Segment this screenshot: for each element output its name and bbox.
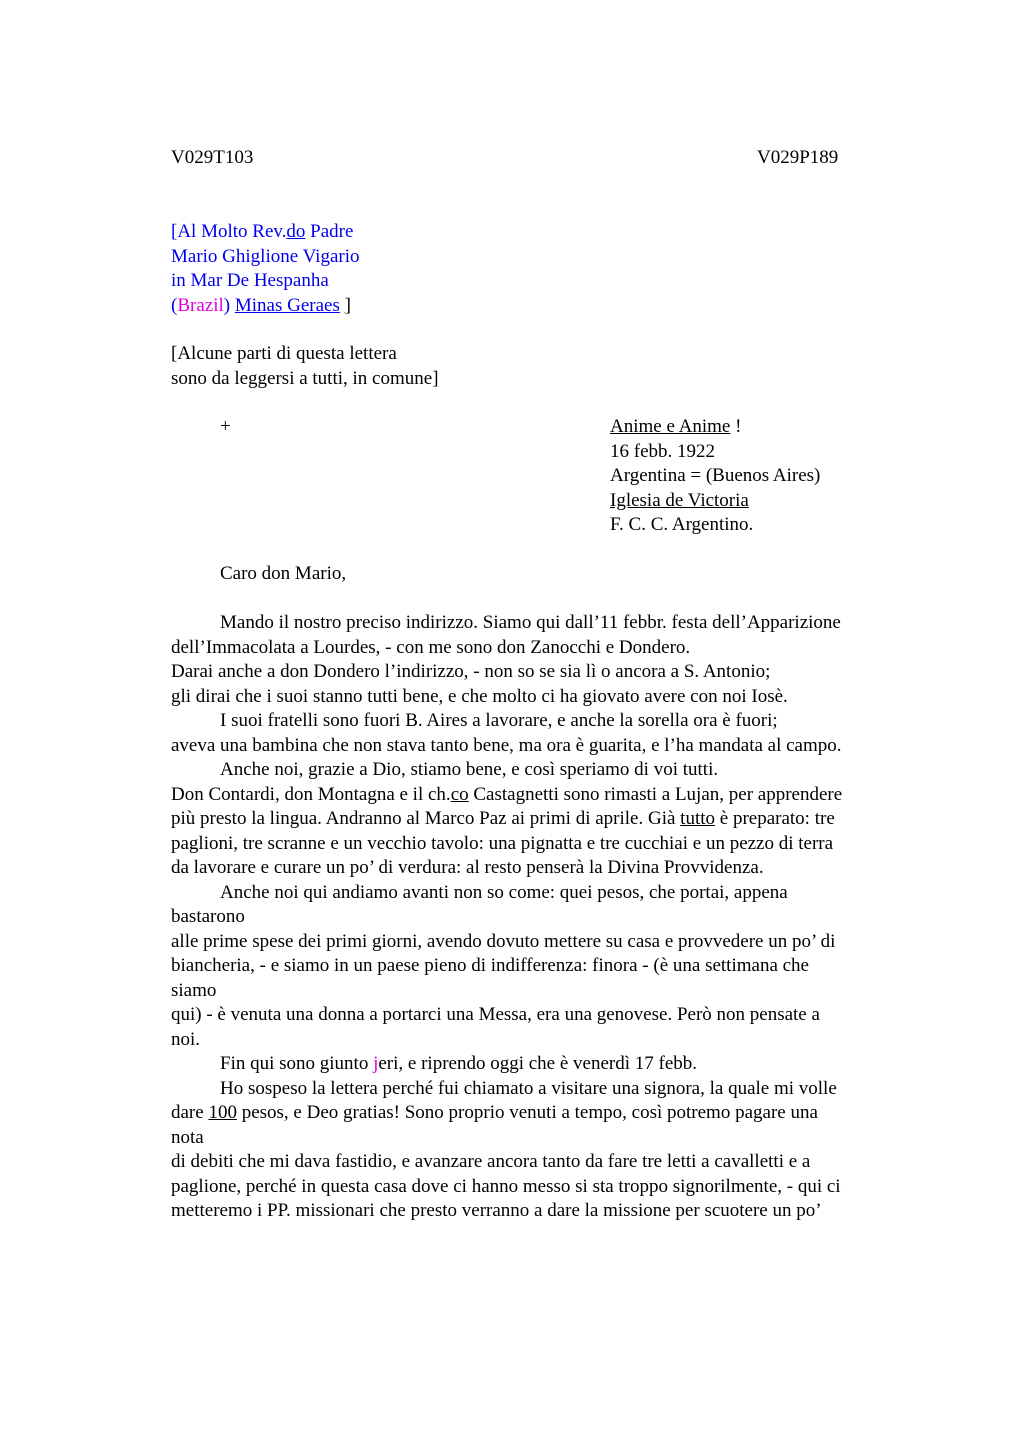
body-text-segment: è preparato: tre [715, 808, 835, 829]
document-code-right: V029P189 [757, 147, 839, 168]
body-line [171, 783, 911, 808]
body-text-segment: pesos, e Deo gratias! Sono proprio venuti a tempo, così potremo pagare una [236, 1102, 818, 1123]
body-line: siamo [171, 979, 217, 1001]
body-line: aveva una bambina che non stava tanto bene, ma ora è guarita, e l’ha mandata al campo. [171, 734, 842, 756]
body-line: Darai anche a don Dondero l’indirizzo, - non so se sia lì o ancora a S. Antonio; [171, 661, 771, 682]
body-highlighted-letter: j [373, 1053, 379, 1074]
body-line: biancheria, - e siamo in un paese pieno di indifferenza: finora - (è una settimana che [171, 955, 809, 976]
body-line: di debiti che mi dava fastidio, e avanzare ancora tanto da fare tre letti a cavalletti e a [171, 1151, 811, 1172]
body-underlined-amount: 100 [208, 1102, 237, 1123]
body-line: paglioni, tre scranne e un vecchio tavolo: una pignatta e tre cucchiai e un pezzo di terra [171, 832, 834, 854]
address-line-1 [171, 220, 359, 245]
dateline-motto-text: Anime e Anime [610, 416, 731, 437]
cross-symbol: + [220, 416, 231, 437]
body-line: da lavorare e curare un po’ di verdura: al resto penserà la Divina Provvidenza. [171, 857, 764, 878]
body-line: bastarono [171, 906, 245, 927]
body-line: dell’Immacolata a Lourdes, - con me sono don Zanocchi e Dondero. [171, 636, 691, 658]
address-line-1-start: [Al Molto Rev. [171, 221, 287, 242]
address-line-4-open-paren: ( [171, 294, 178, 316]
dateline-place: Argentina = (Buenos Aires) [610, 465, 821, 486]
note-line-2: sono da leggersi a tutti, in comune] [171, 367, 439, 389]
address-line-2: Mario Ghiglione Vigario [171, 245, 360, 267]
body-text-segment: Castagnetti sono rimasti a Lujan, per apprendere [468, 783, 843, 805]
body-line: I suoi fratelli sono fuori B. Aires a lavorare, e anche la sorella ora è fuori; [220, 710, 778, 731]
dateline-date: 16 febb. 1922 [610, 440, 716, 462]
dateline [610, 415, 820, 538]
body-line: metteremo i PP. missionari che presto verranno a dare la missione per scuotere un po’ [171, 1200, 822, 1221]
editorial-note [171, 342, 439, 391]
salutation: Caro don Mario, [220, 563, 347, 584]
address-line-1-superscript: do [286, 221, 306, 242]
address-country: Brazil [177, 294, 224, 316]
dateline-motto-mark: ! [730, 416, 742, 437]
body-line [171, 1101, 911, 1126]
body-line: Ho sospeso la lettera perché fui chiamato a visitare una signora, la quale mi volle [220, 1077, 837, 1099]
body-text-segment: più presto la lingua. Andranno al Marco Paz ai primi di aprile. Già [171, 808, 681, 829]
address-state: Minas Geraes [234, 294, 340, 316]
address-line-3: in Mar De Hespanha [171, 270, 329, 291]
recipient-address [171, 220, 359, 318]
dateline-railway: F. C. C. Argentino. [610, 514, 754, 535]
body-line: gli dirai che i suoi stanno tutti bene, e che molto ci ha giovato avere con noi Iosè. [171, 685, 788, 707]
address-line-4-close-paren: ) [223, 294, 235, 316]
body-line: Mando il nostro preciso indirizzo. Siamo qui dall’11 febbr. festa dell’Apparizione [220, 612, 841, 633]
body-line: noi. [171, 1028, 201, 1050]
body-line [171, 807, 911, 832]
document-code-left: V029T103 [171, 147, 254, 168]
body-text-segment: eri, e riprendo oggi che è venerdì 17 febb. [378, 1053, 698, 1074]
body-underlined-abbreviation: co [450, 783, 469, 805]
body-line: nota [171, 1126, 204, 1148]
letter-body [171, 611, 911, 1224]
address-close-bracket: ] [344, 294, 351, 316]
body-line: Anche noi qui andiamo avanti non so come: quei pesos, che portai, appena [220, 881, 788, 903]
body-text-segment: dare [171, 1102, 209, 1123]
address-line-4 [171, 294, 359, 319]
body-text-segment: Don Contardi, don Montagna e il ch. [171, 783, 451, 805]
note-line-1: [Alcune parti di questa lettera [171, 343, 397, 364]
body-underlined-word: tutto [680, 808, 716, 829]
dateline-church: Iglesia de Victoria [610, 489, 749, 511]
address-line-1-end: Padre [305, 221, 354, 242]
body-line: Anche noi, grazie a Dio, stiamo bene, e così speriamo di voi tutti. [220, 759, 719, 780]
body-line: alle prime spese dei primi giorni, avendo dovuto mettere su casa e provvedere un po’ di [171, 930, 836, 952]
body-line: qui) - è venuta una donna a portarci una Messa, era una genovese. Però non pensate a [171, 1004, 820, 1025]
body-line: paglione, perché in questa casa dove ci hanno messo si sta troppo signorilmente, - qui ci [171, 1175, 841, 1197]
body-line [171, 1052, 911, 1077]
body-text-segment: Fin qui sono giunto [220, 1053, 374, 1074]
dateline-motto [610, 415, 820, 440]
